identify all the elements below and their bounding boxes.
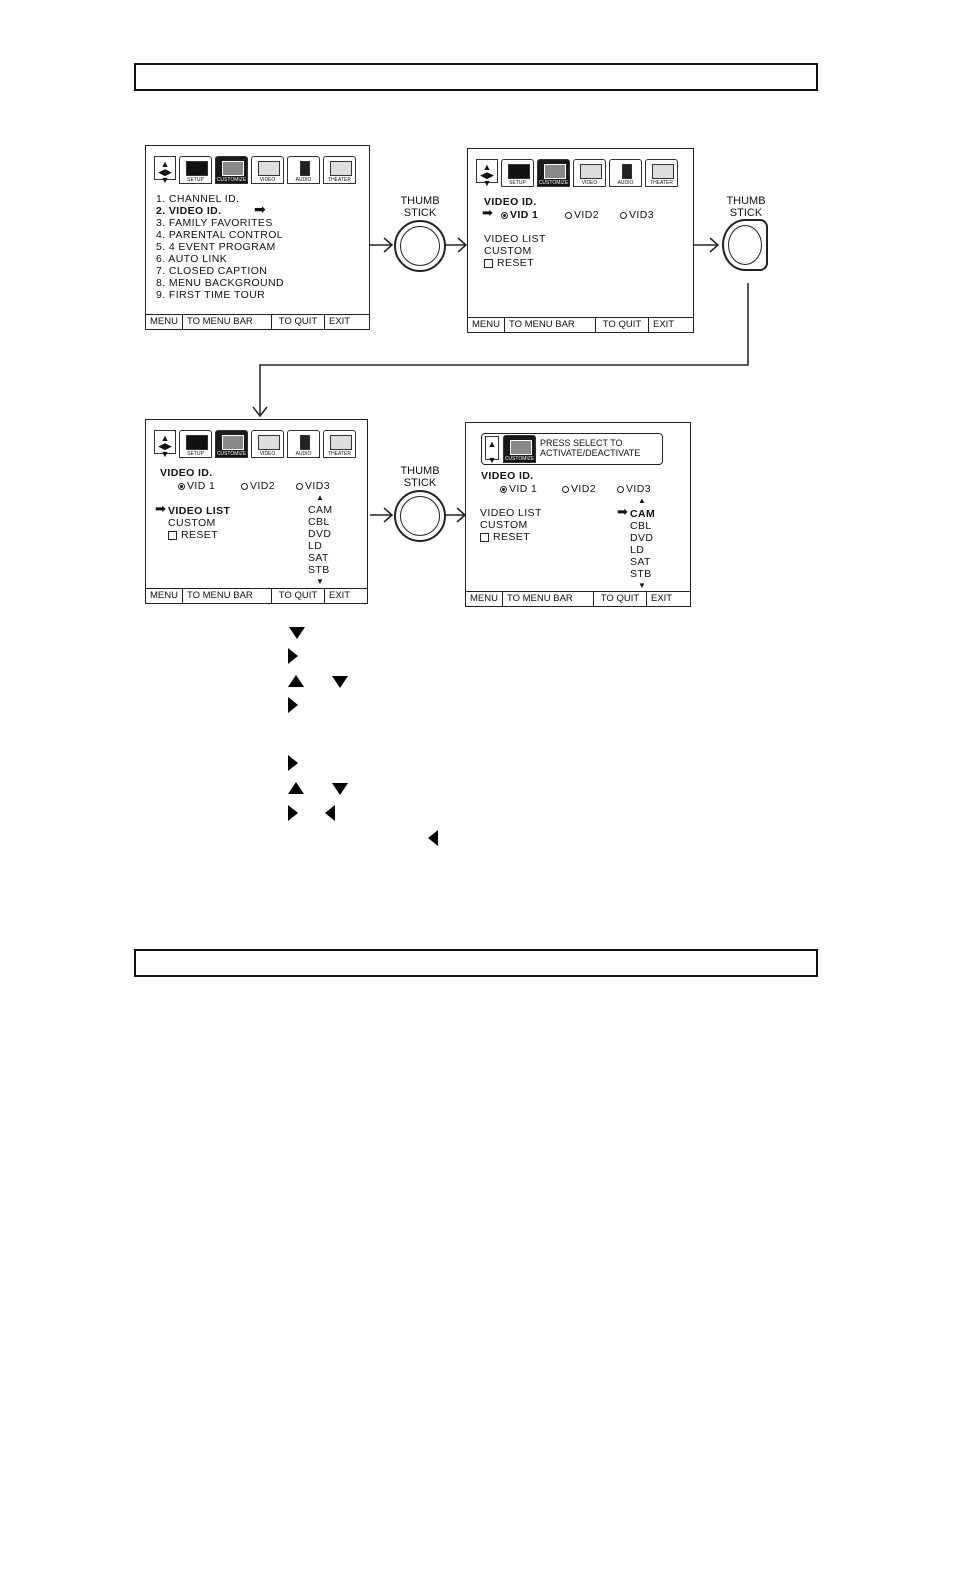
footer-menu: MENU bbox=[466, 592, 503, 606]
radio-vid3[interactable]: VID3 bbox=[296, 480, 330, 492]
down-triangle-icon bbox=[289, 627, 305, 639]
source-item[interactable]: DVD bbox=[308, 528, 332, 540]
video-id-heading: VIDEO ID. bbox=[481, 470, 534, 482]
up-triangle-icon bbox=[288, 782, 304, 794]
footer-to-menu-bar: TO MENU BAR bbox=[183, 589, 272, 603]
scroll-up-icon[interactable]: ▲ bbox=[638, 496, 647, 505]
right-triangle-icon bbox=[288, 805, 298, 821]
video-id-heading: VIDEO ID. bbox=[484, 196, 537, 208]
tab-customize[interactable]: CUSTOMIZE bbox=[537, 159, 570, 187]
radio-vid1[interactable]: VID 1 bbox=[178, 480, 215, 492]
footer-to-quit: TO QUIT bbox=[272, 315, 325, 329]
tab-setup[interactable]: SETUP bbox=[179, 156, 212, 184]
screen-video-list bbox=[145, 419, 368, 604]
footer-menu: MENU bbox=[146, 589, 183, 603]
section-banner bbox=[134, 949, 818, 977]
source-item[interactable]: DVD bbox=[630, 532, 654, 544]
source-item[interactable]: STB bbox=[630, 568, 652, 580]
tab-video[interactable]: VIDEO bbox=[251, 430, 284, 458]
video-list-item[interactable]: VIDEO LIST bbox=[480, 507, 542, 519]
radio-vid3[interactable]: VID3 bbox=[617, 483, 651, 495]
footer-exit: EXIT bbox=[650, 593, 673, 604]
left-triangle-icon bbox=[325, 805, 335, 821]
left-triangle-icon bbox=[428, 830, 438, 846]
menu-item[interactable]: 5. 4 EVENT PROGRAM bbox=[156, 241, 276, 253]
footer-to-quit: TO QUIT bbox=[596, 318, 649, 332]
footer-to-quit: TO QUIT bbox=[594, 592, 647, 606]
video-id-heading: VIDEO ID. bbox=[160, 467, 213, 479]
up-triangle-icon bbox=[288, 675, 304, 687]
menu-item[interactable]: 7. CLOSED CAPTION bbox=[156, 265, 268, 277]
reset-checkbox[interactable]: RESET bbox=[484, 257, 534, 269]
nav-cross-icon: ▲ ◀▶ ▼ bbox=[154, 430, 176, 454]
tab-theater[interactable]: THEATER bbox=[323, 156, 356, 184]
footer-to-menu-bar: TO MENU BAR bbox=[505, 318, 596, 332]
radio-vid2[interactable]: VID2 bbox=[562, 483, 596, 495]
footer-to-menu-bar: TO MENU BAR bbox=[183, 315, 272, 329]
hint-box bbox=[481, 433, 663, 465]
tab-setup[interactable]: SETUP bbox=[179, 430, 212, 458]
screen-customize-menu bbox=[145, 145, 370, 330]
radio-vid1[interactable]: VID 1 bbox=[501, 209, 538, 221]
screen-footer bbox=[466, 591, 690, 606]
right-triangle-icon bbox=[288, 755, 298, 771]
menu-item[interactable]: 4. PARENTAL CONTROL bbox=[156, 229, 284, 241]
thumb-stick-label: THUMB STICK bbox=[726, 195, 766, 219]
video-list-item[interactable]: VIDEO LIST bbox=[168, 505, 231, 517]
source-item[interactable]: SAT bbox=[308, 552, 329, 564]
nav-updown-icon: ▲ ▼ bbox=[485, 436, 499, 460]
footer-menu: MENU bbox=[146, 315, 183, 329]
right-triangle-icon bbox=[288, 697, 298, 713]
scroll-up-icon[interactable]: ▲ bbox=[316, 493, 325, 502]
footer-menu: MENU bbox=[468, 318, 505, 332]
tab-theater[interactable]: THEATER bbox=[323, 430, 356, 458]
footer-to-menu-bar: TO MENU BAR bbox=[503, 592, 594, 606]
select-arrow-icon: ➡ bbox=[617, 504, 629, 519]
footer-exit: EXIT bbox=[328, 316, 351, 327]
radio-vid3[interactable]: VID3 bbox=[620, 209, 654, 221]
radio-vid2[interactable]: VID2 bbox=[565, 209, 599, 221]
radio-vid2[interactable]: VID2 bbox=[241, 480, 275, 492]
thumb-stick-icon bbox=[394, 490, 446, 542]
tab-audio[interactable]: AUDIO bbox=[287, 430, 320, 458]
nav-cross-icon: ▲ ◀▶ ▼ bbox=[476, 159, 498, 183]
tab-customize[interactable]: CUSTOMIZE bbox=[503, 435, 536, 463]
right-triangle-icon bbox=[288, 648, 298, 664]
menu-item[interactable]: 3. FAMILY FAVORITES bbox=[156, 217, 273, 229]
select-arrow-icon: ➡ bbox=[482, 205, 494, 220]
footer-exit: EXIT bbox=[328, 590, 351, 601]
menu-item-selected[interactable]: 2. VIDEO ID. bbox=[156, 205, 222, 217]
source-item[interactable]: LD bbox=[630, 544, 645, 556]
menu-item[interactable]: 6. AUTO LINK bbox=[156, 253, 228, 265]
tab-video[interactable]: VIDEO bbox=[251, 156, 284, 184]
tab-video[interactable]: VIDEO bbox=[573, 159, 606, 187]
nav-cross-icon: ▲ ◀▶ ▼ bbox=[154, 156, 176, 180]
thumb-stick-icon bbox=[722, 219, 768, 271]
menu-item[interactable]: 9. FIRST TIME TOUR bbox=[156, 289, 266, 301]
select-arrow-icon: ➡ bbox=[155, 501, 167, 516]
source-item[interactable]: LD bbox=[308, 540, 323, 552]
reset-checkbox[interactable]: RESET bbox=[480, 531, 530, 543]
custom-item[interactable]: CUSTOM bbox=[168, 517, 216, 529]
screen-video-id bbox=[467, 148, 694, 333]
source-item[interactable]: CBL bbox=[308, 516, 330, 528]
menu-bar bbox=[154, 156, 356, 184]
tab-customize[interactable]: CUSTOMIZE bbox=[215, 156, 248, 184]
video-list-item[interactable]: VIDEO LIST bbox=[484, 233, 546, 245]
scroll-down-icon[interactable]: ▼ bbox=[316, 577, 325, 586]
source-item-selected[interactable]: CAM bbox=[630, 508, 656, 520]
down-triangle-icon bbox=[332, 676, 348, 688]
menu-bar bbox=[154, 430, 356, 458]
reset-checkbox[interactable]: RESET bbox=[168, 529, 218, 541]
thumb-stick-label: THUMB STICK bbox=[400, 195, 440, 219]
hint-text: PRESS SELECT TO ACTIVATE/DEACTIVATE bbox=[540, 438, 641, 458]
scroll-down-icon[interactable]: ▼ bbox=[638, 581, 647, 590]
menu-bar bbox=[476, 159, 678, 187]
source-item[interactable]: CAM bbox=[308, 504, 333, 516]
footer-to-quit: TO QUIT bbox=[272, 589, 325, 603]
tab-audio[interactable]: AUDIO bbox=[287, 156, 320, 184]
tab-customize[interactable]: CUSTOMIZE bbox=[215, 430, 248, 458]
screen-footer bbox=[468, 317, 693, 332]
down-triangle-icon bbox=[332, 783, 348, 795]
footer-exit: EXIT bbox=[652, 319, 675, 330]
tab-audio[interactable]: AUDIO bbox=[609, 159, 642, 187]
custom-item[interactable]: CUSTOM bbox=[484, 245, 532, 257]
screen-activate-source bbox=[465, 422, 691, 607]
screen-footer bbox=[146, 588, 367, 603]
radio-vid1[interactable]: VID 1 bbox=[500, 483, 537, 495]
tab-setup[interactable]: SETUP bbox=[501, 159, 534, 187]
thumb-stick-icon bbox=[394, 220, 446, 272]
source-item[interactable]: CBL bbox=[630, 520, 652, 532]
thumb-stick-label: THUMB STICK bbox=[400, 465, 440, 489]
select-arrow-icon: ➡ bbox=[254, 201, 267, 217]
menu-item[interactable]: 1. CHANNEL ID. bbox=[156, 193, 240, 205]
menu-item[interactable]: 8. MENU BACKGROUND bbox=[156, 277, 284, 289]
source-item[interactable]: STB bbox=[308, 564, 330, 576]
tab-theater[interactable]: THEATER bbox=[645, 159, 678, 187]
screen-footer bbox=[146, 314, 369, 329]
custom-item[interactable]: CUSTOM bbox=[480, 519, 528, 531]
source-item[interactable]: SAT bbox=[630, 556, 651, 568]
